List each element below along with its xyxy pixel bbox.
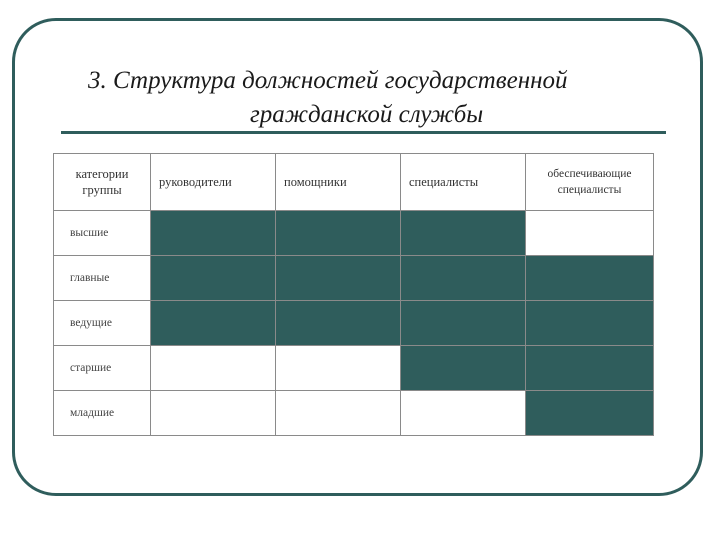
empty-cell — [276, 391, 401, 436]
corner-header — [54, 154, 151, 211]
title-line-1: 3. Структура должностей государственной — [88, 67, 568, 94]
filled-cell — [276, 301, 401, 346]
filled-cell — [401, 301, 526, 346]
table-row — [54, 301, 654, 346]
corner-header-line-2: группы — [82, 183, 122, 197]
filled-cell — [526, 301, 654, 346]
filled-cell — [526, 256, 654, 301]
empty-cell — [401, 391, 526, 436]
column-header: руководители — [151, 154, 276, 211]
filled-cell — [276, 211, 401, 256]
empty-cell — [276, 346, 401, 391]
filled-cell — [526, 346, 654, 391]
column-header-line-1: обеспечивающие — [547, 168, 632, 180]
column-header-line-2: специалисты — [557, 184, 622, 196]
title-line-2: гражданской службы — [250, 101, 484, 128]
empty-cell — [151, 346, 276, 391]
title-underline — [61, 131, 666, 134]
row-label: старшие — [54, 346, 151, 391]
slide-title — [60, 64, 660, 132]
table-row — [54, 391, 654, 436]
column-header: помощники — [276, 154, 401, 211]
column-header — [526, 154, 654, 211]
filled-cell — [151, 256, 276, 301]
row-label: ведущие — [54, 301, 151, 346]
empty-cell — [526, 211, 654, 256]
filled-cell — [401, 211, 526, 256]
filled-cell — [401, 346, 526, 391]
table-row — [54, 211, 654, 256]
row-label: высшие — [54, 211, 151, 256]
column-header: специалисты — [401, 154, 526, 211]
row-label: главные — [54, 256, 151, 301]
table-body — [54, 211, 654, 436]
filled-cell — [526, 391, 654, 436]
positions-table — [53, 153, 654, 436]
table-row — [54, 256, 654, 301]
table-header-row — [54, 154, 654, 211]
row-label: младшие — [54, 391, 151, 436]
table-row — [54, 346, 654, 391]
filled-cell — [151, 211, 276, 256]
filled-cell — [276, 256, 401, 301]
empty-cell — [151, 391, 276, 436]
filled-cell — [151, 301, 276, 346]
corner-header-line-1: категории — [75, 167, 129, 181]
filled-cell — [401, 256, 526, 301]
